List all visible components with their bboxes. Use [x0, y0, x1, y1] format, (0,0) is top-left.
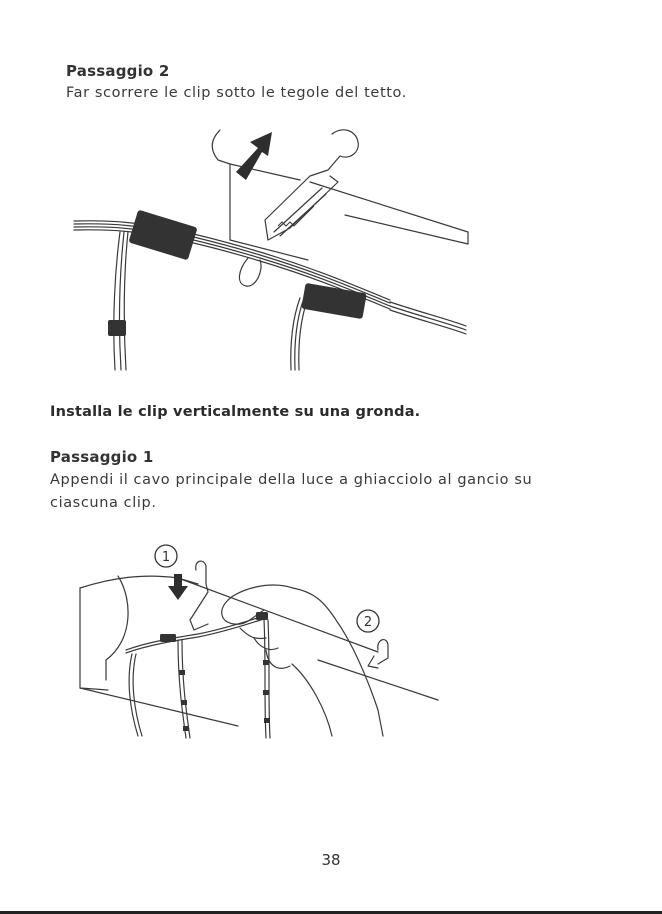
step-1-title: Passaggio 1 — [50, 448, 154, 466]
connector-box — [301, 283, 367, 319]
marker-2: 2 — [363, 615, 373, 630]
step-2-text: Far scorrere le clip sotto le tegole del tetto. — [66, 85, 407, 101]
step-1-text-line-1: Appendi il cavo principale della luce a ghiacciolo al gancio su — [50, 472, 533, 488]
step-2-title: Passaggio 2 — [66, 62, 170, 80]
illustration-clips-under-tiles — [60, 120, 480, 375]
marker-1: 1 — [161, 550, 171, 565]
page-number: 38 — [321, 851, 341, 869]
illustration-hang-cable-on-clip — [78, 540, 458, 740]
step-1-text-line-2: ciascuna clip. — [50, 495, 157, 511]
connector-small — [108, 320, 126, 336]
connector-box — [128, 210, 197, 261]
down-arrow-icon — [168, 574, 188, 600]
section-title: Installa le clip verticalmente su una gronda. — [50, 404, 421, 420]
